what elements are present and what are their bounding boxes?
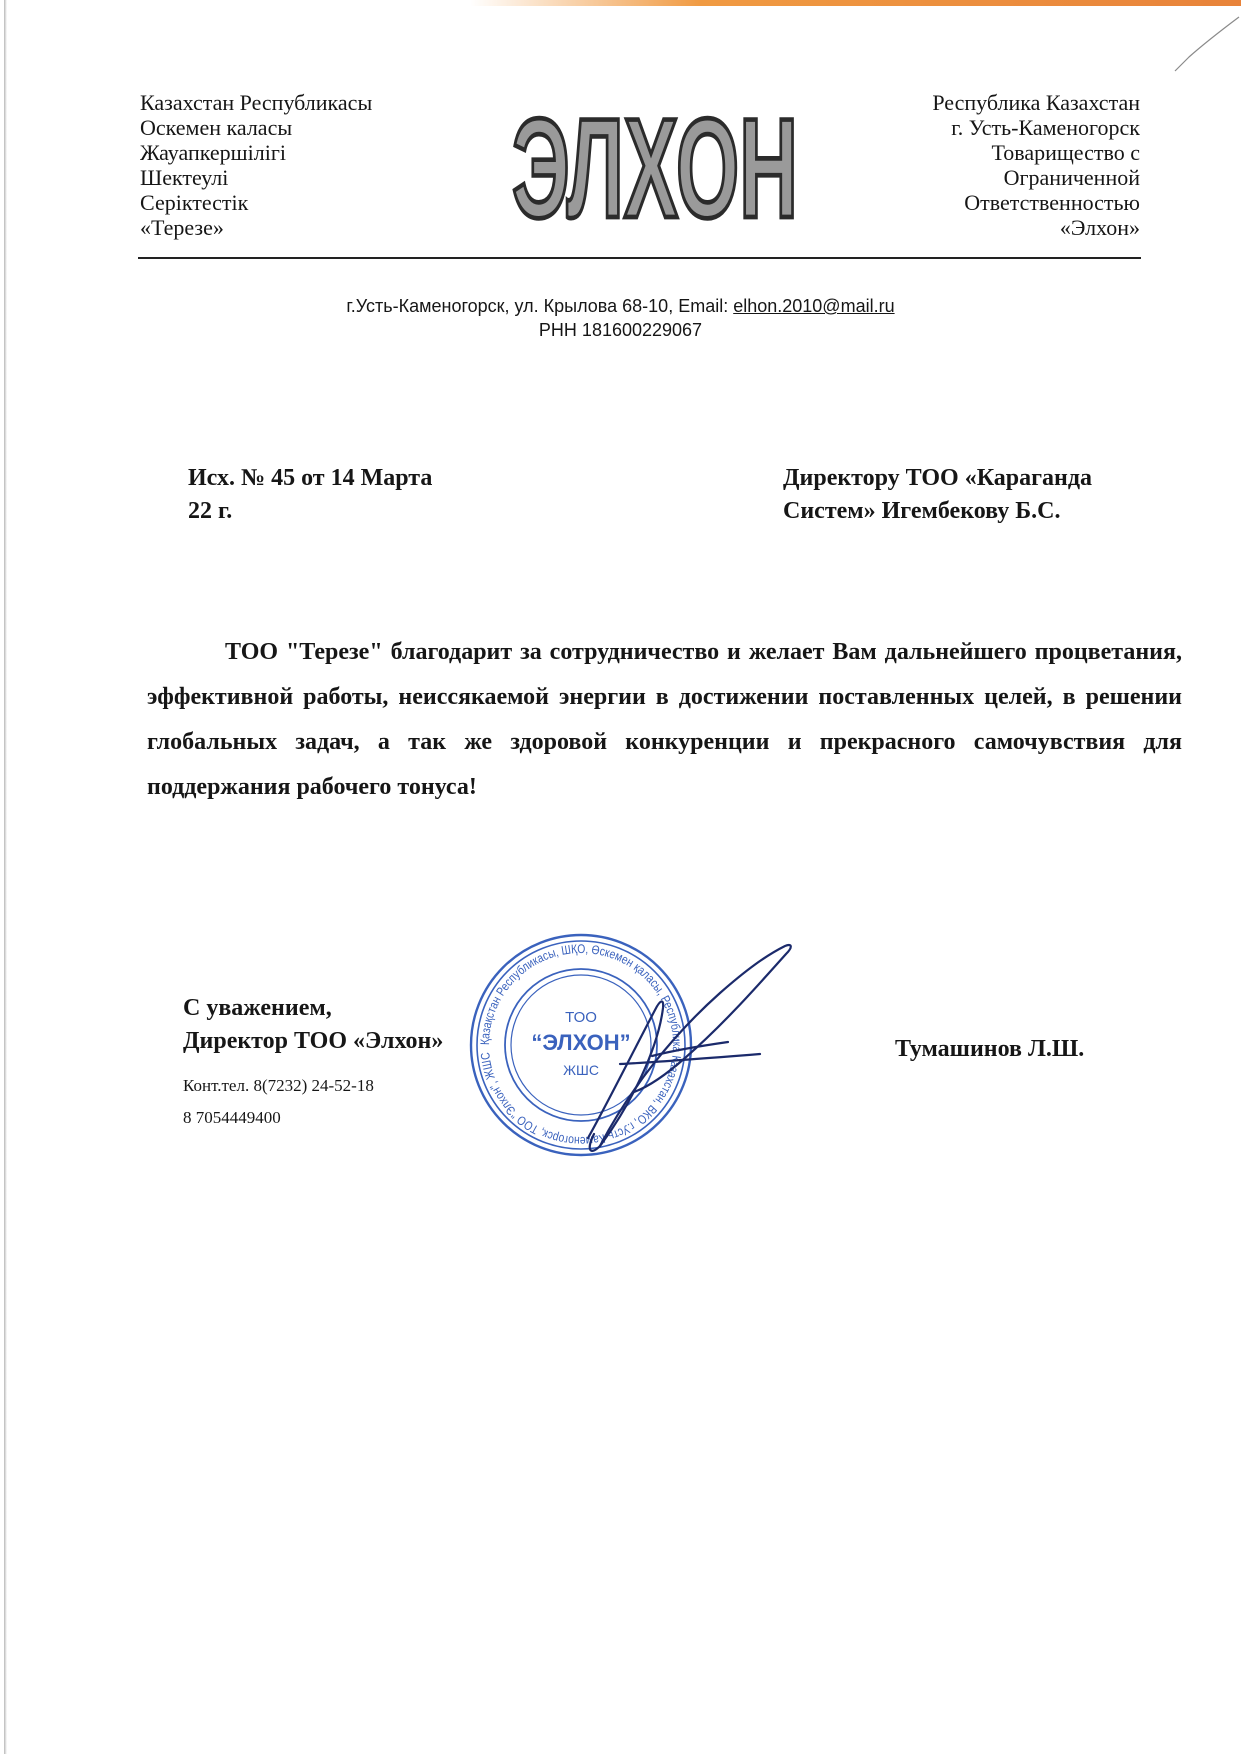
contact-phone: 8 7054449400 (183, 1108, 281, 1127)
closing-regards: С уважением, (183, 995, 332, 1021)
addressee-line: Директору ТОО «Караганда (783, 465, 1092, 491)
outgoing-number-line: Исх. № 45 от 14 Марта (188, 465, 433, 491)
handwritten-signature (560, 938, 820, 1168)
letterhead-divider (138, 257, 1141, 259)
header-left-line: Жауапкершілігі (140, 140, 286, 165)
signer-name: Тумашинов Л.Ш. (895, 1036, 1085, 1062)
stamp-top-text: ТОО (565, 1009, 597, 1026)
address-text: г.Усть-Каменогорск, ул. Крылова 68-10, Email: (346, 296, 734, 316)
header-right-line: г. Усть-Каменогорск (951, 115, 1140, 140)
contact-phones (183, 1070, 374, 1134)
header-right-line: Ответственностью (964, 190, 1140, 215)
logo-wordmark: ЭЛХОН (511, 88, 798, 248)
addressee (783, 462, 1092, 528)
header-left-line: Серіктестік (140, 190, 249, 215)
signatory-position: Директор ТОО «Элхон» (183, 1028, 444, 1054)
header-left-line: Шектеулі (140, 165, 229, 190)
header-right-line: «Элхон» (1059, 215, 1140, 240)
header-right-line: Товарищество с (991, 140, 1140, 165)
company-logo (505, 88, 805, 248)
scan-edge-band (470, 0, 1241, 6)
header-right-line: Республика Казахстан (932, 90, 1140, 115)
page-corner-curl (1175, 15, 1241, 75)
header-left-line: Казахстан Республикасы (140, 90, 373, 115)
contact-phone: Конт.тел. 8(7232) 24-52-18 (183, 1076, 374, 1095)
letterhead-left-kazakh (140, 90, 372, 240)
outgoing-number (188, 462, 432, 528)
header-left-line: «Терезе» (140, 215, 224, 240)
email-link[interactable]: elhon.2010@mail.ru (733, 296, 895, 316)
letterhead-right-russian (860, 90, 1140, 240)
stamp-bottom-text: ЖШС (563, 1062, 599, 1078)
outgoing-number-year: 22 г. (188, 498, 233, 524)
page-edge-shadow (4, 0, 7, 1754)
letter-body: ТОО "Терезе" благодарит за сотрудничество и желает Вам дальнейшего процветания, эффективной работы, неиссякаемой энергии в достижении поставленных целей, в решении глобальных задач, а так же здоровой конкуренции и прекрасного самочувствия для поддержания рабочего тонуса! (147, 639, 1182, 800)
header-right-line: Ограниченной (1003, 165, 1140, 190)
stamp-company-name: “ЭЛХОН” (531, 1030, 631, 1055)
company-address (0, 294, 1241, 342)
header-left-line: Оскемен каласы (140, 115, 293, 140)
rnn-number: РНН 181600229067 (538, 320, 703, 340)
addressee-line: Систем» Игембекову Б.С. (783, 498, 1061, 524)
stamp-ring-text: Қазақстан Республикасы, ШҚО, Өскемен қаласы, Республика Казахстан, ВКО, г.Усть-Каменогорск, ТОО "Элхон", ЖШС (477, 941, 685, 1149)
closing-block (183, 992, 443, 1058)
address-line (0, 294, 1241, 318)
